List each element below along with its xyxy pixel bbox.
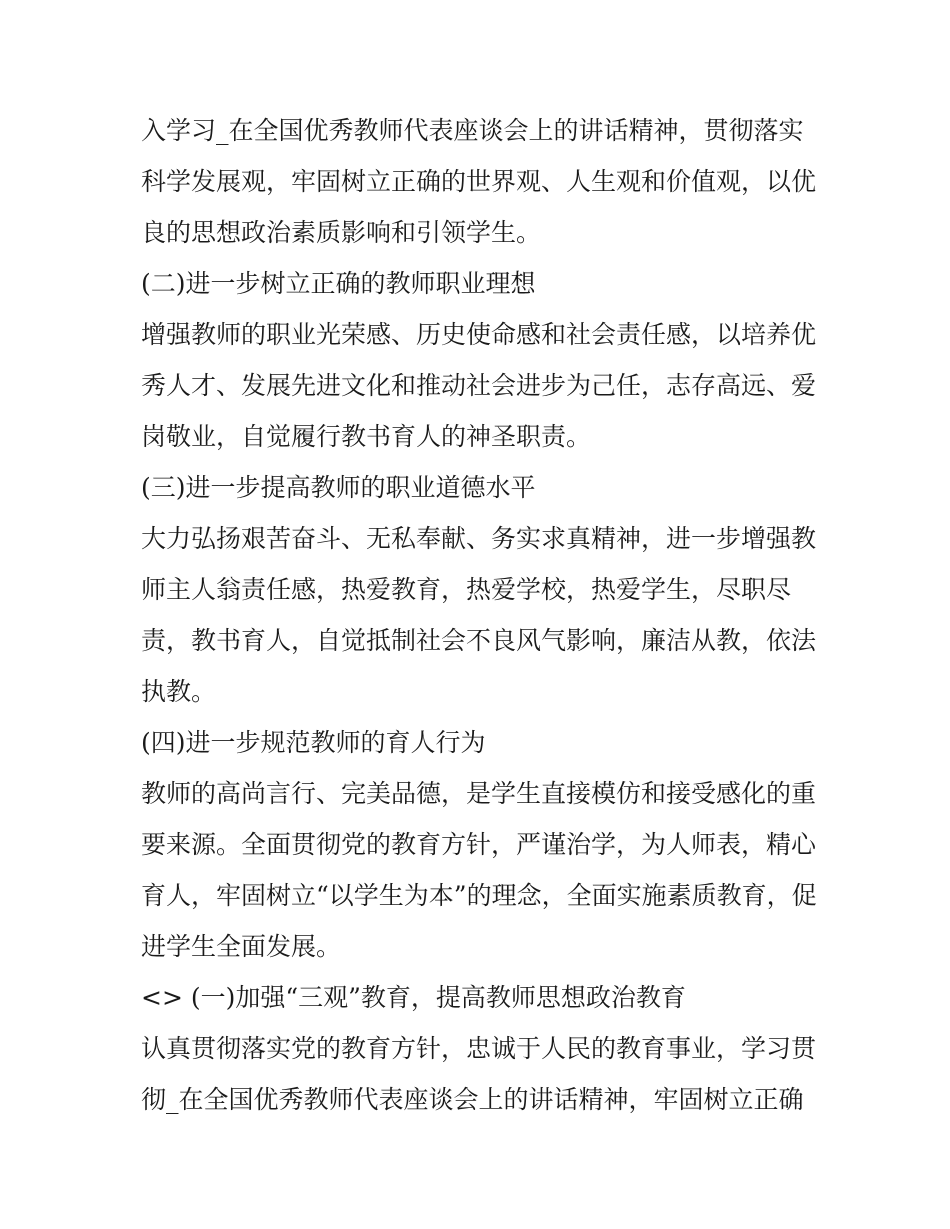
text-line: 秀人才、发展先进文化和推动社会进步为己任，志存高远、爱 [141, 371, 817, 400]
section-heading: <> (一)加强“三观”教育，提高教师思想政治教育 [141, 983, 686, 1012]
text-line: 入学习_在全国优秀教师代表座谈会上的讲话精神，贯彻落实 [141, 116, 804, 145]
text-line: 进学生全面发展。 [141, 932, 342, 961]
text-line: 责，教书育人，自觉抵制社会不良风气影响，廉洁从教，依法 [141, 626, 817, 655]
text-line: 大力弘扬艰苦奋斗、无私奉献、务实求真精神，进一步增强教 [141, 524, 817, 553]
text-line: 执教。 [141, 677, 217, 706]
document-body [141, 105, 821, 1125]
text-line: 教师的高尚言行、完美品德，是学生直接模仿和接受感化的重 [141, 779, 817, 808]
text-line: 岗敬业，自觉履行教书育人的神圣职责。 [141, 422, 592, 451]
text-line: 增强教师的职业光荣感、历史使命感和社会责任感，以培养优 [141, 320, 817, 349]
section-heading: (四)进一步规范教师的育人行为 [141, 728, 486, 757]
section-heading: (二)进一步树立正确的教师职业理想 [141, 269, 536, 298]
text-line: 认真贯彻落实党的教育方针，忠诚于人民的教育事业，学习贯 [141, 1034, 817, 1063]
text-line: 要来源。全面贯彻党的教育方针，严谨治学，为人师表，精心 [141, 830, 817, 859]
text-line: 彻_在全国优秀教师代表座谈会上的讲话精神，牢固树立正确 [141, 1085, 804, 1114]
text-line: 良的思想政治素质影响和引领学生。 [141, 218, 542, 247]
text-line: 科学发展观，牢固树立正确的世界观、人生观和价值观，以优 [141, 167, 817, 196]
section-heading: (三)进一步提高教师的职业道德水平 [141, 473, 536, 502]
text-line: 育人，牢固树立“以学生为本”的理念，全面实施素质教育，促 [141, 881, 817, 910]
text-line: 师主人翁责任感，热爱教育，热爱学校，热爱学生，尽职尽 [141, 575, 792, 604]
